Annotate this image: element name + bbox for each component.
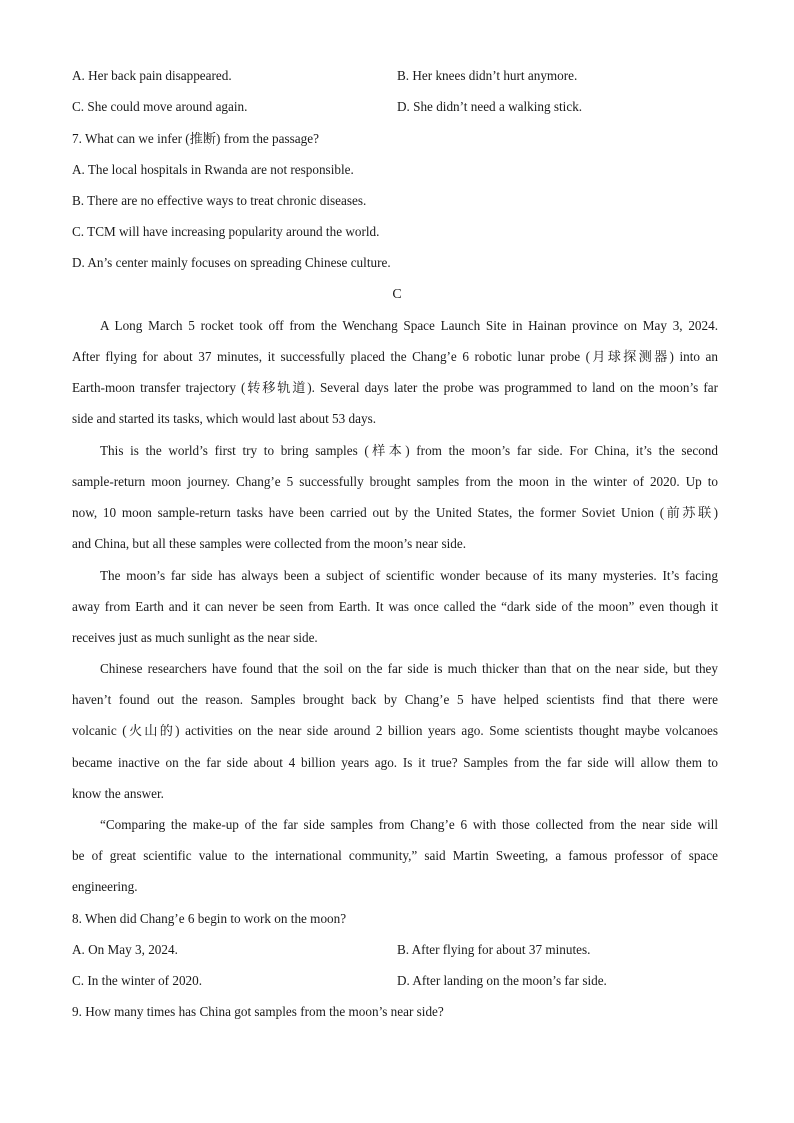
q9-question: 9. How many times has China got samples from the moon’s near side? <box>72 1004 444 1019</box>
q7-option-d: D. An’s center mainly focuses on spreading Chinese culture. <box>72 255 391 270</box>
paragraph-1-line: After flying for about 37 minutes, it successfully placed the Chang’e 6 robotic lunar probe (月球探测器) into an <box>72 349 718 364</box>
paragraph-2-line: and China, but all these samples were collected from the moon’s near side. <box>72 536 467 551</box>
q8-question: 8. When did Chang’e 6 begin to work on the moon? <box>72 911 347 926</box>
paragraph-4-line: haven’t found out the reason. Samples brought back by Chang’e 5 have helped scientists find that there were <box>72 692 718 707</box>
paragraph-1-line: side and started its tasks, which would last about 53 days. <box>72 411 377 426</box>
q8-option-b: B. After flying for about 37 minutes. <box>397 942 591 957</box>
q8-option-a: A. On May 3, 2024. <box>72 942 178 957</box>
paragraph-5-line: engineering. <box>72 879 138 894</box>
paragraph-1-line: Earth-moon transfer trajectory (转移轨道). Several days later the probe was programmed to land on the moon’s far <box>72 380 718 395</box>
paragraph-4-line: volcanic (火山的) activities on the near side around 2 billion years ago. Some scientists thought maybe volcanoes <box>72 723 718 738</box>
paragraph-3-line: The moon’s far side has always been a subject of scientific wonder because of its many mysteries. It’s facing <box>100 568 718 583</box>
paragraph-3-line: away from Earth and it can never be seen from Earth. It was once called the “dark side of the moon” even though it <box>72 599 718 614</box>
paragraph-5-line: be of great scientific value to the international community,” said Martin Sweeting, a famous professor of space <box>72 848 718 863</box>
q6-option-c: C. She could move around again. <box>72 99 248 114</box>
q7-option-b: B. There are no effective ways to treat chronic diseases. <box>72 193 367 208</box>
paragraph-5-line: “Comparing the make-up of the far side samples from Chang’e 6 with those collected from the near side will <box>100 817 718 832</box>
paragraph-4-line: Chinese researchers have found that the soil on the far side is much thicker than that on the near side, but they <box>100 661 718 676</box>
paragraph-3-line: receives just as much sunlight as the near side. <box>72 630 318 645</box>
q7-option-a: A. The local hospitals in Rwanda are not responsible. <box>72 162 354 177</box>
paragraph-2-line: sample-return moon journey. Chang’e 5 successfully brought samples from the moon in the winter of 2020. Up to <box>72 474 718 489</box>
paragraph-2-line: This is the world’s first try to bring samples (样本) from the moon’s far side. For China, it’s the second <box>100 443 718 458</box>
q8-option-c: C. In the winter of 2020. <box>72 973 203 988</box>
q8-option-d: D. After landing on the moon’s far side. <box>397 973 607 988</box>
paragraph-4-line: became inactive on the far side about 4 billion years ago. Is it true? Samples from the far side will allow them to <box>72 755 718 770</box>
q6-option-d: D. She didn’t need a walking stick. <box>397 99 583 114</box>
paragraph-2-line: now, 10 moon sample-return tasks have been carried out by the United States, the former Soviet Union (前苏联) <box>72 505 718 520</box>
section-title: C <box>392 287 402 302</box>
q6-option-b: B. Her knees didn’t hurt anymore. <box>397 68 578 83</box>
paragraph-4-line: know the answer. <box>72 786 164 801</box>
q7-question: 7. What can we infer (推断) from the passage? <box>72 131 319 146</box>
q6-option-a: A. Her back pain disappeared. <box>72 68 232 83</box>
paragraph-1-line: A Long March 5 rocket took off from the Wenchang Space Launch Site in Hainan province on May 3, 2024. <box>100 318 718 333</box>
q7-option-c: C. TCM will have increasing popularity around the world. <box>72 224 380 239</box>
